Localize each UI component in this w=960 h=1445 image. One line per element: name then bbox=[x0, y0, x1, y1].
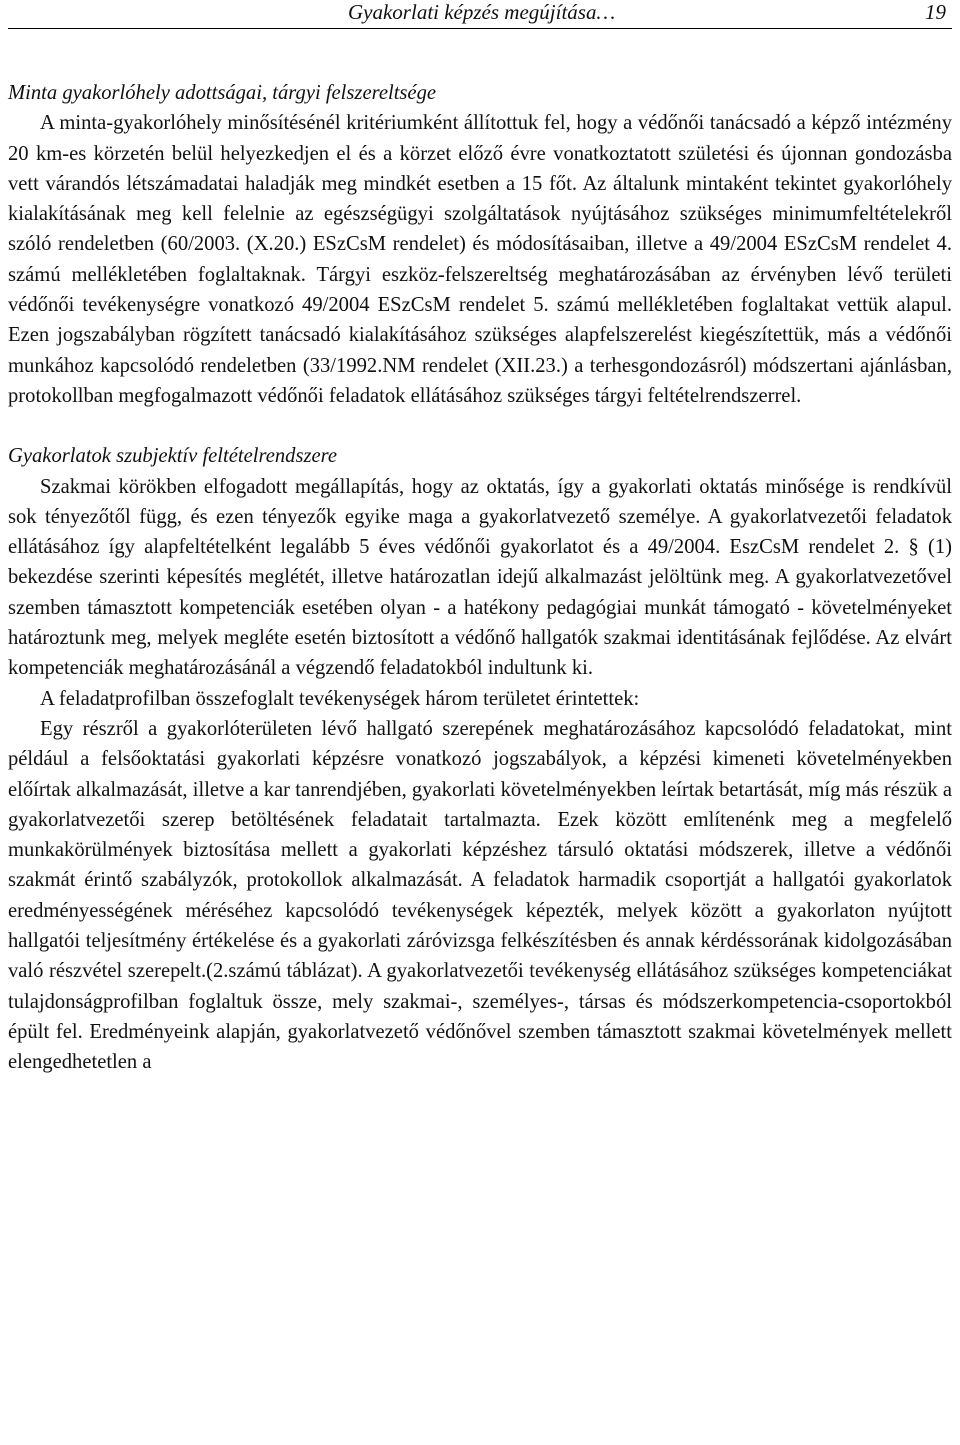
running-header bbox=[8, 0, 952, 29]
body-paragraph: Egy részről a gyakorlóterületen lévő hallgató szerepének meghatározásához kapcsolódó feladatokat, mint például a felsőoktatási gyakorlati képzésre vonatkozó jogszabályok, a képzési kimeneti követelményekben előírtak alkalmazását, illetve a kar tanrendjében, gyakorlati követelményekben leírtak betartását, míg más részük a gyakorlatvezetői szerep betöltésének feladatait tartalmazta. Ezek között említenénk meg a megfelelő munkakörülmények biztosítása mellett a gyakorlati képzéshez társuló oktatási módszerek, illetve a védőnői szakmát érintő szabályzók, protokollok alkalmazását. A feladatok harmadik csoportját a hallgatói gyakorlatok eredményességének méréséhez kapcsolódó tevékenységek képezték, melyek között a gyakorlaton nyújtott hallgatói teljesítmény értékelése és a gyakorlati záróvizsga felkészítésben és annak kérdéssorának kidolgozásában való részvétel szerepelt.(2.számú táblázat). A gyakorlatvezetői tevékenység ellátásához szükséges kompetenciákat tulajdonságprofilban foglaltuk össze, mely szakmai-, személyes-, társas és módszerkompetencia-csoportokból épült fel. Eredményeink alapján, gyakorlatvezető védőnővel szemben támasztott szakmai követelmények mellett elengedhetetlen a bbox=[8, 717, 952, 1074]
document-body bbox=[8, 78, 952, 1078]
body-paragraph: A minta-gyakorlóhely minősítésénél kritériumként állítottuk fel, hogy a védőnői tanácsadó a képző intézmény 20 km-es körzetén belül helyezkedjen el és a körzet előző évre vonatkoztatott születési és újonnan gondozásba vett várandós létszámadatai haladják meg mindkét esetben a 15 főt. Az általunk mintaként tekintet gyakorlóhely kialakításának meg kell felelnie az egészségügyi szolgáltatások nyújtásához szükséges minimumfeltételekről szóló rendeletben (60/2003. (X.20.) ESzCsM rendelet) és módosításaiban, illetve a 49/2004 ESzCsM rendelet 4. számú mellékletében foglaltaknak. Tárgyi eszköz-felszereltség meghatározásában az érvényben lévő területi védőnői tevékenységre vonatkozó 49/2004 ESzCsM rendelet 5. számú mellékletében foglaltakat vettük alapul. Ezen jogszabályban rögzített tanácsadó kialakításához szükséges alapfelszerelést kiegészítettük, más a védőnői munkához kapcsolódó rendeletben (33/1992.NM rendelet (XII.23.) a terhesgondozásról) módszertani ajánlásban, protokollban megfogalmazott védőnői feladatok ellátásához szükséges tárgyi feltételrendszerrel. bbox=[8, 112, 952, 407]
section-heading: Gyakorlatok szubjektív feltételrendszere bbox=[8, 445, 338, 468]
body-paragraph: A feladatprofilban összefoglalt tevékenységek három területet érintettek: bbox=[40, 687, 640, 710]
body-paragraph: Szakmai körökben elfogadott megállapítás, hogy az oktatás, így a gyakorlati oktatás minősége is rendkívül sok tényezőtől függ, és ezen tényezők egyike maga a gyakorlatvezető személye. A gyakorlatvezetői feladatok ellátásához így alapfeltételként legalább 5 éves védőnői gyakorlatot és a 49/2004. EszCsM rendelet 2. § (1) bekezdése szerinti képesítés meglétét, illetve határozatlan idejű alkalmazást jelöltünk meg. A gyakorlatvezetővel szemben támasztott kompetenciák esetében olyan - a hatékony pedagógiai munkát támogató - követelményeket határoztunk meg, melyek megléte esetén biztosított a védőnő hallgatók szakmai identitásának fejlődése. Az elvárt kompetenciák meghatározásánál a végzendő feladatokból indultunk ki. bbox=[8, 475, 952, 680]
page-number: 19 bbox=[925, 0, 946, 24]
running-header-title: Gyakorlati képzés megújítása… bbox=[348, 0, 616, 24]
section-spacer bbox=[8, 411, 952, 441]
section-heading: Minta gyakorlóhely adottságai, tárgyi felszereltsége bbox=[8, 82, 437, 104]
